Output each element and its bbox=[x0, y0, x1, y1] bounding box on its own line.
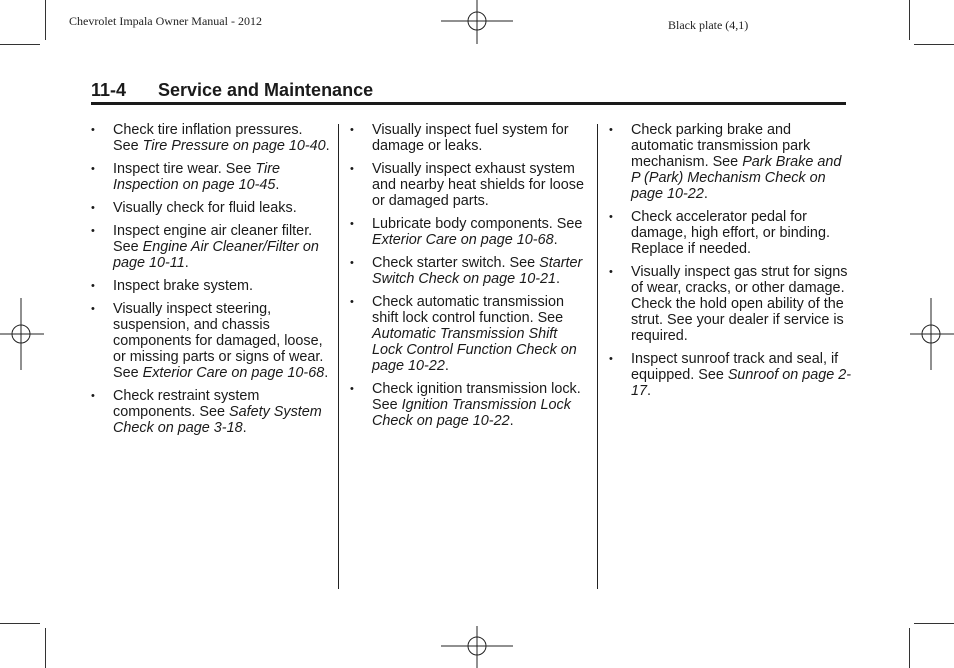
column-divider bbox=[338, 124, 339, 589]
crop-mark bbox=[0, 623, 40, 624]
registration-mark-icon bbox=[441, 626, 513, 668]
bullet-icon: • bbox=[609, 266, 613, 278]
item-text: Visually inspect steering, suspension, and chassis components for damaged, loose, or missing parts or signs of wear. See bbox=[113, 301, 324, 381]
bullet-icon: • bbox=[609, 353, 613, 365]
bullet-icon: • bbox=[91, 124, 95, 136]
bullet-icon: • bbox=[609, 124, 613, 136]
crop-mark bbox=[909, 0, 910, 40]
item-text: Visually inspect gas strut for signs of wear, cracks, or other damage. Check the hold open ability of the strut. See your dealer if service is required. bbox=[631, 264, 848, 344]
bullet-icon: • bbox=[91, 163, 95, 175]
page-reference-link[interactable]: Tire Pressure on page 10-40 bbox=[142, 138, 326, 154]
bullet-icon: • bbox=[350, 218, 354, 230]
item-text-tail: . bbox=[275, 177, 280, 193]
crop-mark bbox=[909, 628, 910, 668]
item-text: Check tire inflation pressures. See bbox=[113, 122, 303, 154]
item-text: Check ignition transmission lock. See bbox=[372, 381, 581, 413]
bullet-icon: • bbox=[91, 280, 95, 292]
manual-title: Chevrolet Impala Owner Manual - 2012 bbox=[69, 14, 262, 28]
list-item bbox=[91, 122, 331, 154]
crop-mark bbox=[45, 0, 46, 40]
page-reference-link[interactable]: Automatic Transmission Shift Lock Control Function Check on page 10-22 bbox=[372, 326, 577, 374]
list-item bbox=[91, 301, 331, 381]
item-text: Inspect brake system. bbox=[113, 278, 253, 294]
list-item bbox=[350, 216, 590, 248]
registration-mark-icon bbox=[441, 0, 513, 44]
item-text: Check starter switch. See bbox=[372, 255, 540, 271]
list-item bbox=[91, 278, 331, 294]
section-heading bbox=[91, 80, 846, 105]
bullet-icon: • bbox=[91, 303, 95, 315]
page-reference-link[interactable]: Tire Inspection on page 10-45 bbox=[113, 161, 281, 193]
item-text: Visually inspect fuel system for damage or leaks. bbox=[372, 122, 569, 154]
list-item bbox=[91, 161, 331, 193]
list-item bbox=[350, 255, 590, 287]
page-reference-link[interactable]: Ignition Transmission Lock Check on page 10-22 bbox=[372, 397, 571, 429]
item-text: Visually inspect exhaust system and nearby heat shields for loose or damaged parts. bbox=[372, 161, 585, 209]
item-text-tail: . bbox=[553, 232, 558, 248]
item-text-tail: . bbox=[242, 420, 247, 436]
section-title: Service and Maintenance bbox=[158, 80, 374, 100]
bullet-icon: • bbox=[609, 211, 613, 223]
bullet-icon: • bbox=[350, 163, 354, 175]
registration-mark-icon bbox=[0, 298, 44, 370]
section-number: 11-4 bbox=[91, 80, 127, 100]
item-text-tail: . bbox=[444, 358, 449, 374]
column-2 bbox=[350, 122, 590, 436]
column-1 bbox=[91, 122, 331, 443]
page-reference-link[interactable]: Exterior Care on page 10-68 bbox=[142, 365, 325, 381]
crop-mark bbox=[914, 623, 954, 624]
registration-mark-icon bbox=[910, 298, 954, 370]
bullet-icon: • bbox=[350, 296, 354, 308]
page-reference-link[interactable]: Engine Air Cleaner/Filter on page 10-11 bbox=[113, 239, 319, 271]
list-item bbox=[350, 122, 590, 154]
column-divider bbox=[597, 124, 598, 589]
item-text: Inspect sunroof track and seal, if equipped. See bbox=[631, 351, 839, 383]
item-text-tail: . bbox=[184, 255, 189, 271]
list-item bbox=[350, 294, 590, 374]
item-text: Inspect engine air cleaner filter. See bbox=[113, 223, 313, 255]
list-item bbox=[91, 388, 331, 436]
item-text: Lubricate body components. See bbox=[372, 216, 583, 232]
crop-mark bbox=[45, 628, 46, 668]
crop-mark bbox=[0, 44, 40, 45]
item-text-tail: . bbox=[703, 186, 708, 202]
crop-mark bbox=[914, 44, 954, 45]
item-text-tail: . bbox=[556, 271, 560, 287]
item-text: Visually check for fluid leaks. bbox=[113, 200, 297, 216]
list-item bbox=[91, 200, 331, 216]
item-text: Inspect tire wear. See bbox=[113, 161, 256, 177]
plate-label: Black plate (4,1) bbox=[668, 18, 749, 32]
item-text: Check automatic transmission shift lock control function. See bbox=[372, 294, 564, 326]
list-item bbox=[350, 161, 590, 209]
list-item bbox=[609, 351, 854, 399]
list-item bbox=[609, 264, 854, 344]
page-reference-link[interactable]: Safety System Check on page 3-18 bbox=[113, 404, 322, 436]
item-text-tail: . bbox=[647, 383, 652, 399]
item-text: Check accelerator pedal for damage, high effort, or binding. Replace if needed. bbox=[631, 209, 830, 257]
page-reference-link[interactable]: Exterior Care on page 10-68 bbox=[372, 232, 554, 248]
list-item bbox=[609, 122, 854, 202]
item-text-tail: . bbox=[509, 413, 514, 429]
item-text: Check restraint system components. See bbox=[113, 388, 260, 420]
column-3 bbox=[609, 122, 854, 406]
list-item bbox=[609, 209, 854, 257]
list-item bbox=[91, 223, 331, 271]
list-item bbox=[350, 381, 590, 429]
bullet-icon: • bbox=[91, 225, 95, 237]
bullet-icon: • bbox=[91, 390, 95, 402]
page-reference-link[interactable]: Starter Switch Check on page 10-21 bbox=[372, 255, 583, 287]
bullet-icon: • bbox=[350, 124, 354, 136]
bullet-icon: • bbox=[91, 202, 95, 214]
page-reference-link[interactable]: Sunroof on page 2-17 bbox=[631, 367, 852, 399]
bullet-icon: • bbox=[350, 383, 354, 395]
item-text-tail: . bbox=[324, 365, 329, 381]
page-reference-link[interactable]: Park Brake and P (Park) Mechanism Check on page 10-22 bbox=[631, 154, 842, 202]
item-text: Check parking brake and automatic transmission park mechanism. See bbox=[631, 122, 811, 170]
item-text-tail: . bbox=[325, 138, 330, 154]
bullet-icon: • bbox=[350, 257, 354, 269]
